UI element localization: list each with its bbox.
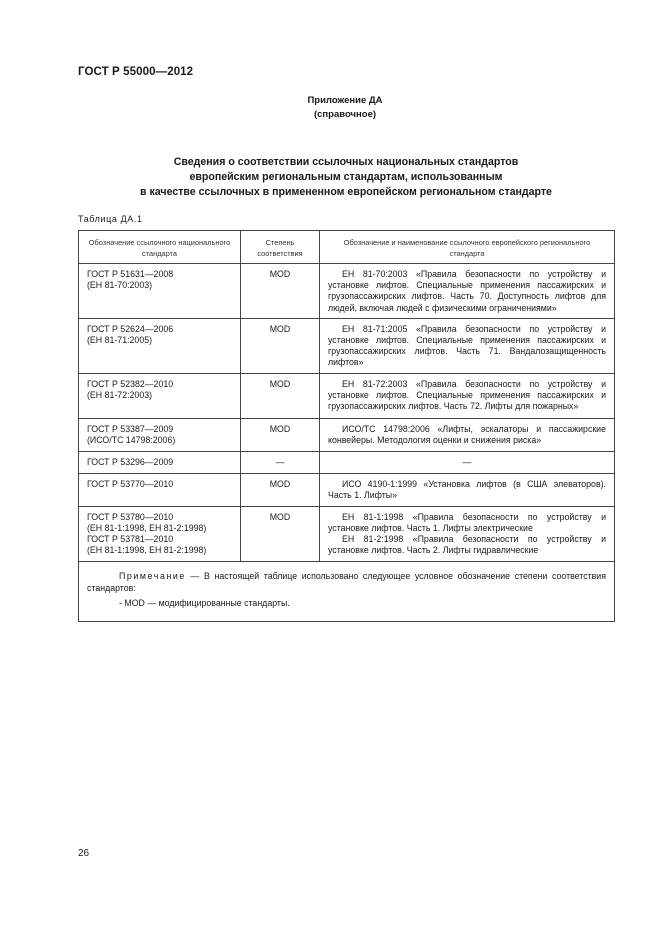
national-standard: (ЕН 81-1:1998, ЕН 81-2:1998) bbox=[87, 523, 207, 534]
degree-cell: MOD bbox=[241, 506, 320, 561]
table-row bbox=[79, 318, 615, 373]
european-standard-cell bbox=[320, 473, 615, 506]
table-row bbox=[79, 418, 615, 451]
european-standard: ЕН 81-2:1998 «Правила безопасности по устройству и установке лифтов. Часть 2. Лифты гидравлические bbox=[328, 534, 606, 556]
european-standard-cell bbox=[320, 451, 615, 473]
degree-cell: — bbox=[241, 451, 320, 473]
column-header-european: Обозначение и наименование ссылочного европейского регионального стандарта bbox=[320, 231, 615, 264]
national-standard: ГОСТ Р 53780—2010 bbox=[87, 511, 174, 522]
table-note-row bbox=[79, 561, 615, 621]
appendix-subtitle: (справочное) bbox=[313, 109, 377, 120]
correspondence-table bbox=[78, 230, 615, 622]
european-standard: ИСО 4190-1:1999 «Установка лифтов (в США элеваторов). Часть 1. Лифты» bbox=[328, 478, 606, 501]
national-standard: ГОСТ Р 53770—2010 bbox=[87, 478, 174, 489]
national-standard: ГОСТ Р 51631—2008 bbox=[87, 269, 174, 279]
national-standard-cell bbox=[79, 264, 241, 319]
section-title bbox=[78, 155, 614, 200]
title-line: европейским региональным стандартам, использованным bbox=[189, 171, 503, 183]
national-standard: ГОСТ Р 53387—2009 bbox=[87, 423, 174, 434]
national-standard-cell bbox=[79, 506, 241, 561]
european-standard: ЕН 81-70:2003 «Правила безопасности по устройству и установке лифтов. Специальные применения пассажирских и грузопассажирских лифтов. Часть 70. Доступность лифтов для людей, включая людей с физическими ограничениями» bbox=[328, 269, 606, 313]
european-standard: ИСО/ТС 14798:2006 «Лифты, эскалаторы и пассажирские конвейеры. Методология оценки и снижения риска» bbox=[328, 423, 606, 446]
national-standard-cell bbox=[79, 318, 241, 373]
table-note bbox=[79, 561, 615, 621]
note-text: — В настоящей таблице использовано следующее условное обозначение степени соответствия стандартов: bbox=[87, 570, 606, 594]
table-row bbox=[79, 264, 615, 319]
national-standard: (ЕН 81-70:2003) bbox=[87, 280, 153, 291]
appendix-heading bbox=[0, 94, 661, 122]
european-standard-cell bbox=[320, 373, 615, 418]
page-number: 26 bbox=[78, 848, 90, 859]
european-standard-cell bbox=[320, 264, 615, 319]
table-row bbox=[79, 473, 615, 506]
table-header-row bbox=[79, 231, 615, 264]
note-item: - MOD — модифицированные стандарты. bbox=[119, 597, 290, 608]
european-standard-cell bbox=[320, 318, 615, 373]
degree-cell: MOD bbox=[241, 418, 320, 451]
national-standard: (ЕН 81-72:2003) bbox=[87, 390, 153, 401]
european-standard-cell bbox=[320, 418, 615, 451]
national-standard: ГОСТ Р 53296—2009 bbox=[87, 456, 174, 467]
european-standard-cell bbox=[320, 506, 615, 561]
national-standard-cell bbox=[79, 473, 241, 506]
national-standard: ГОСТ Р 53781—2010 bbox=[87, 534, 174, 545]
national-standard-cell bbox=[79, 451, 241, 473]
degree-cell: MOD bbox=[241, 318, 320, 373]
title-line: Сведения о соответствии ссылочных национальных стандартов bbox=[173, 156, 519, 168]
national-standard: (ИСО/ТС 14798:2006) bbox=[87, 435, 176, 446]
national-standard-cell bbox=[79, 373, 241, 418]
european-standard: ЕН 81-72:2003 «Правила безопасности по устройству и установке лифтов. Специальные применения пассажирских и грузопассажирских лифтов. Часть 72. Лифты для пожарных» bbox=[328, 378, 606, 412]
national-standard: ГОСТ Р 52382—2010 bbox=[87, 378, 174, 389]
degree-cell: MOD bbox=[241, 473, 320, 506]
national-standard: (ЕН 81-1:1998, ЕН 81-2:1998) bbox=[87, 545, 207, 556]
table-row bbox=[79, 506, 615, 561]
european-standard: ЕН 81-1:1998 «Правила безопасности по устройству и установке лифтов. Часть 1. Лифты электрические bbox=[328, 511, 606, 534]
table-caption: Таблица ДА.1 bbox=[78, 214, 143, 224]
appendix-title: Приложение ДА bbox=[307, 95, 383, 106]
national-standard: ГОСТ Р 52624—2006 bbox=[87, 323, 174, 334]
note-paragraph bbox=[87, 570, 606, 595]
document-header: ГОСТ Р 55000—2012 bbox=[78, 66, 194, 78]
title-line: в качестве ссылочных в примененном европейском региональном стандарте bbox=[140, 186, 552, 198]
table-row bbox=[79, 373, 615, 418]
national-standard-cell bbox=[79, 418, 241, 451]
national-standard: (ЕН 81-71:2005) bbox=[87, 335, 153, 346]
degree-cell: MOD bbox=[241, 373, 320, 418]
degree-cell: MOD bbox=[241, 264, 320, 319]
note-label: Примечание bbox=[119, 570, 186, 581]
column-header-degree: Степень соответствия bbox=[241, 231, 320, 264]
table-row bbox=[79, 451, 615, 473]
column-header-national: Обозначение ссылочного национального стандарта bbox=[79, 231, 241, 264]
european-standard: — bbox=[462, 456, 472, 467]
european-standard: ЕН 81-71:2005 «Правила безопасности по устройству и установке лифтов. Специальные применения пассажирских и грузопассажирских лифтов. Часть 71. Вандалозащищенность лифтов» bbox=[328, 323, 606, 368]
